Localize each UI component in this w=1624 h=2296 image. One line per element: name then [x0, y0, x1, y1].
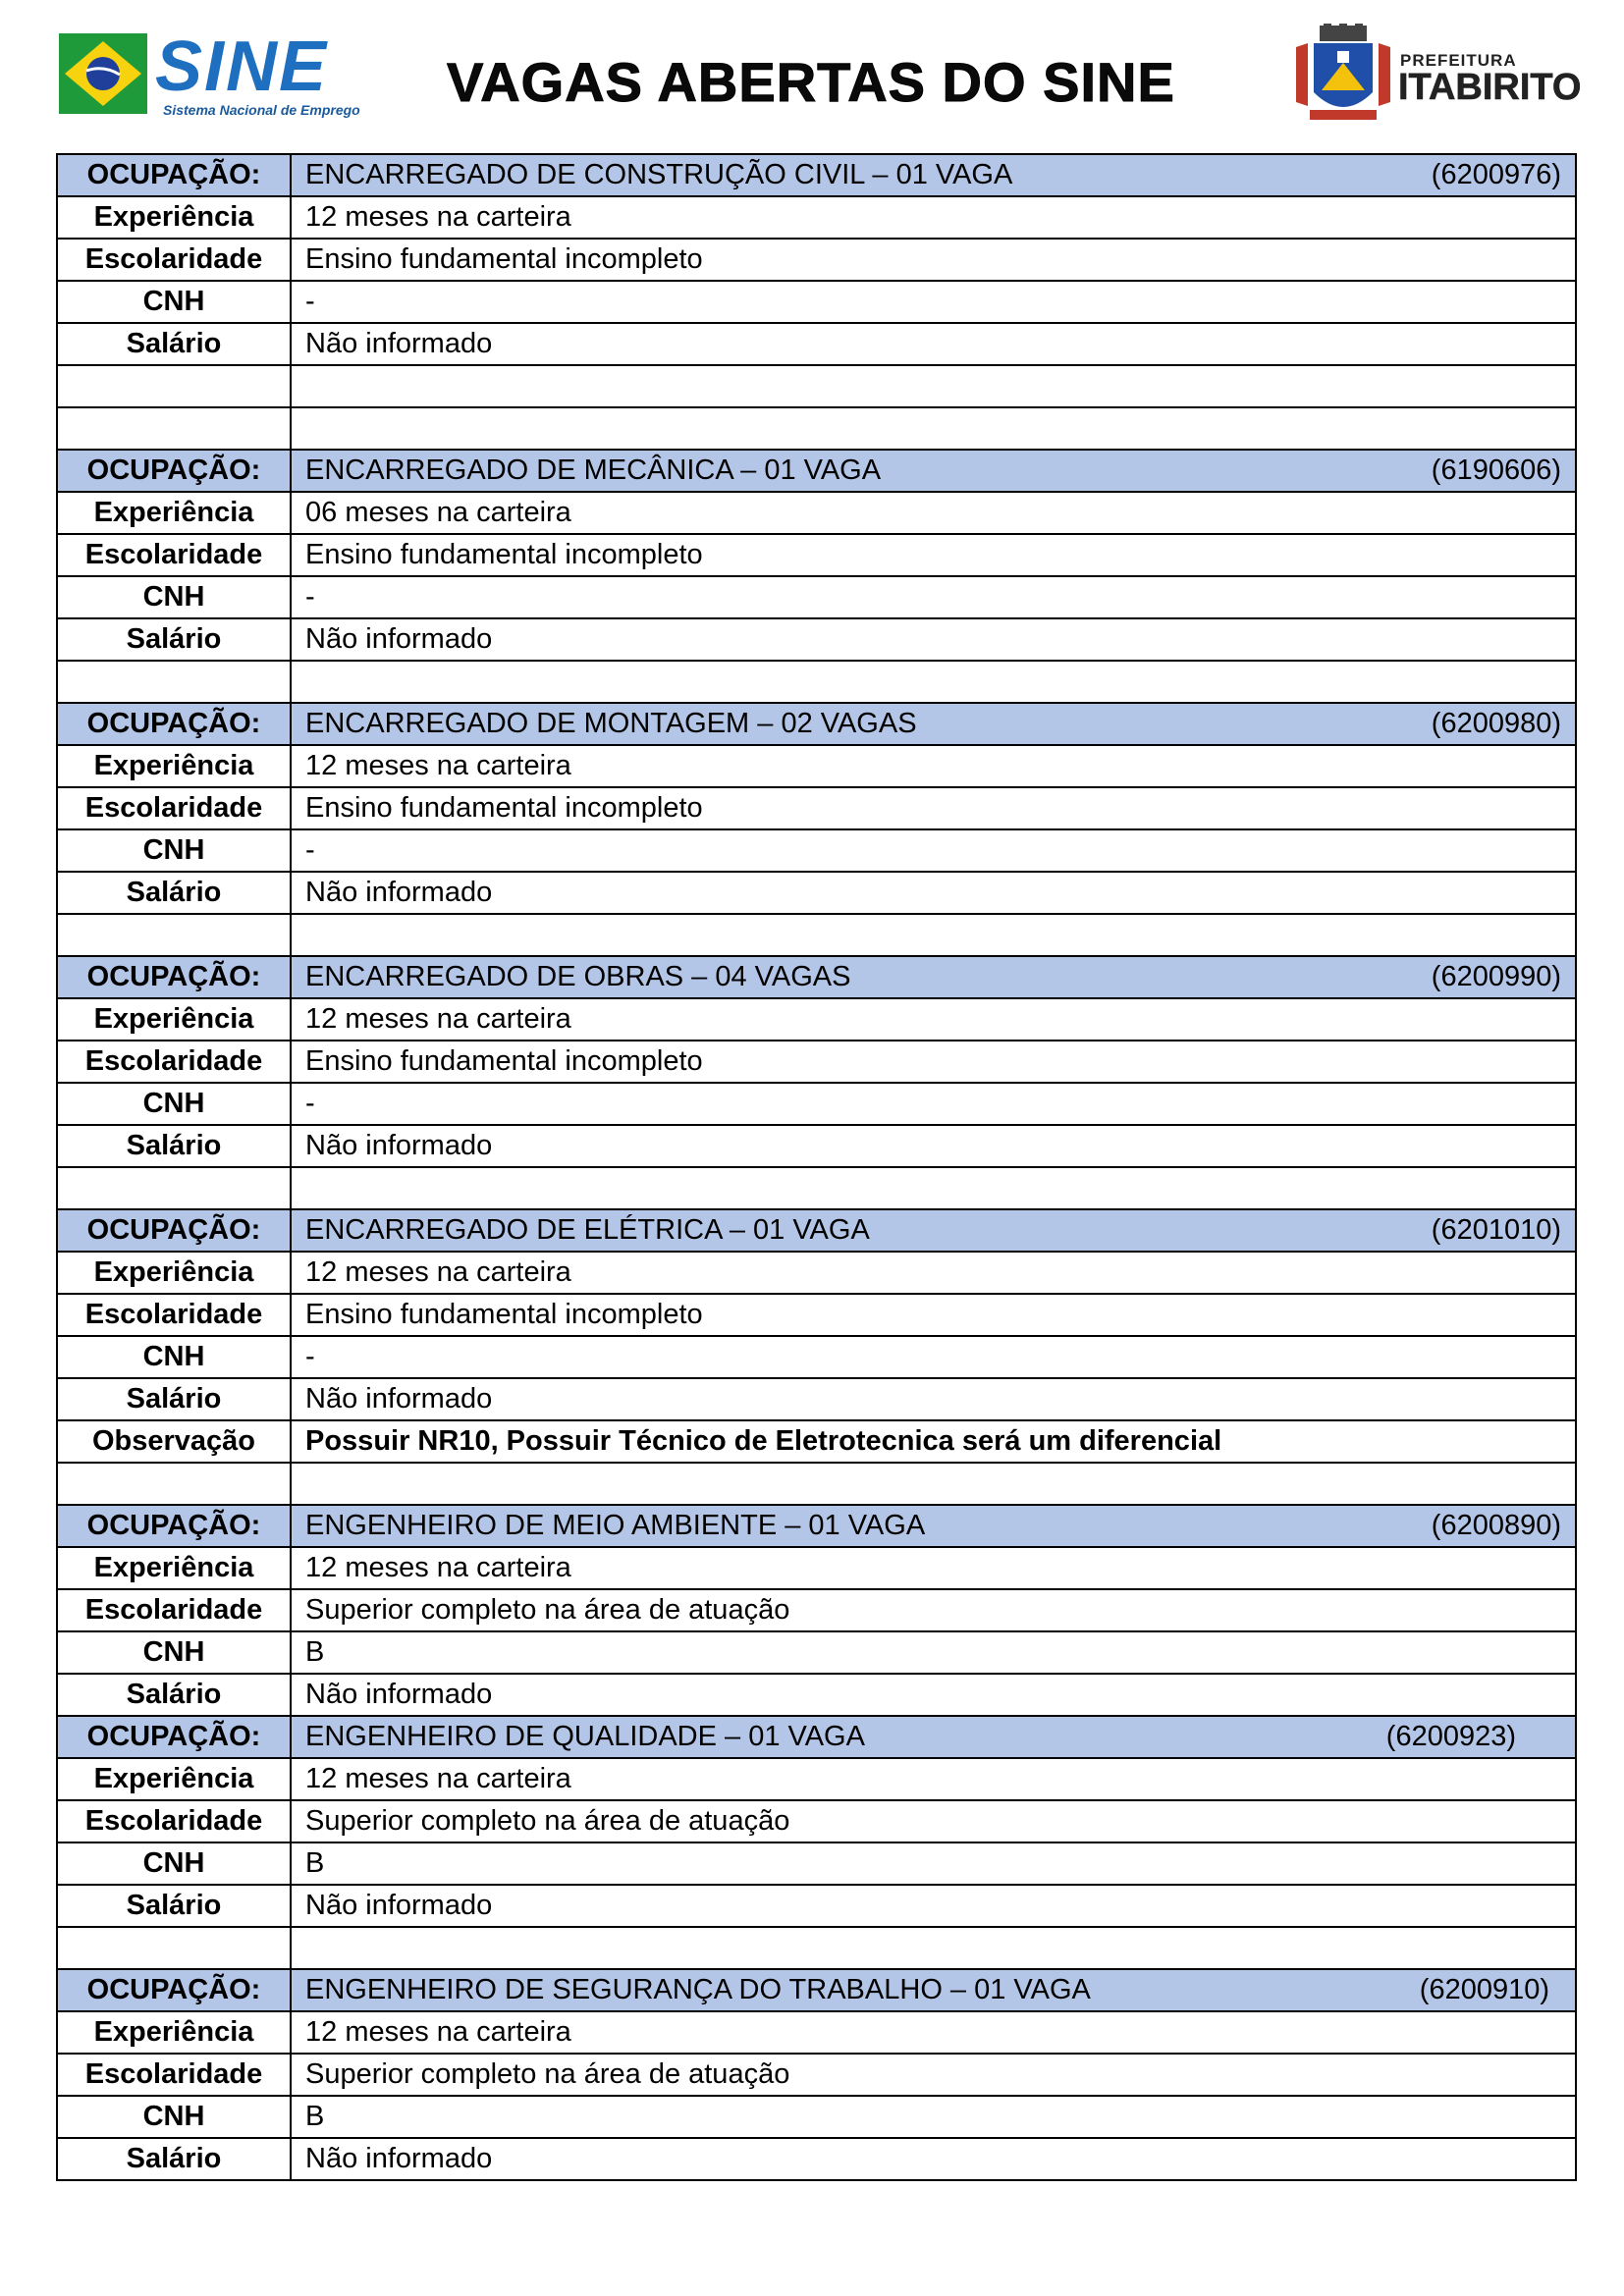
driver-license-value: - — [291, 1336, 1576, 1378]
salary-row — [57, 1378, 1576, 1420]
job-occupation-row — [57, 1716, 1576, 1758]
occupation-label: OCUPAÇÃO: — [57, 450, 291, 492]
experience-label: Experiência — [57, 2011, 291, 2054]
occupation-label: OCUPAÇÃO: — [57, 154, 291, 196]
spacer-row — [57, 661, 1576, 703]
spacer-cell — [291, 365, 1576, 407]
salary-row — [57, 1885, 1576, 1927]
driver-license-row — [57, 2096, 1576, 2138]
experience-label: Experiência — [57, 998, 291, 1041]
salary-value: Não informado — [291, 618, 1576, 661]
occupation-value — [291, 1716, 1576, 1758]
driver-license-label: CNH — [57, 1336, 291, 1378]
salary-row — [57, 618, 1576, 661]
education-value: Ensino fundamental incompleto — [291, 1294, 1576, 1336]
experience-row — [57, 2011, 1576, 2054]
prefeitura-label: PREFEITURA — [1400, 51, 1517, 70]
occupation-value — [291, 450, 1576, 492]
experience-row — [57, 1252, 1576, 1294]
occupation-label: OCUPAÇÃO: — [57, 703, 291, 745]
education-row — [57, 1294, 1576, 1336]
occupation-value — [291, 154, 1576, 196]
salary-value: Não informado — [291, 872, 1576, 914]
occupation-label: OCUPAÇÃO: — [57, 956, 291, 998]
experience-row — [57, 492, 1576, 534]
job-code: (6200910) — [1419, 1974, 1549, 2005]
driver-license-label: CNH — [57, 829, 291, 872]
salary-value: Não informado — [291, 1125, 1576, 1167]
salary-row — [57, 1125, 1576, 1167]
experience-label: Experiência — [57, 745, 291, 787]
driver-license-value: B — [291, 1842, 1576, 1885]
spacer-cell — [57, 365, 291, 407]
occupation-value — [291, 1209, 1576, 1252]
experience-row — [57, 196, 1576, 239]
salary-value: Não informado — [291, 1674, 1576, 1716]
observation-label: Observação — [57, 1420, 291, 1463]
salary-label: Salário — [57, 1125, 291, 1167]
driver-license-label: CNH — [57, 2096, 291, 2138]
spacer-cell — [57, 407, 291, 450]
education-row — [57, 534, 1576, 576]
salary-label: Salário — [57, 618, 291, 661]
spacer-cell — [291, 661, 1576, 703]
driver-license-value: B — [291, 1631, 1576, 1674]
driver-license-label: CNH — [57, 1842, 291, 1885]
education-label: Escolaridade — [57, 1800, 291, 1842]
education-label: Escolaridade — [57, 534, 291, 576]
salary-value: Não informado — [291, 2138, 1576, 2180]
occupation-value — [291, 956, 1576, 998]
education-label: Escolaridade — [57, 239, 291, 281]
spacer-row — [57, 1463, 1576, 1505]
job-code: (6200990) — [1431, 961, 1561, 992]
driver-license-value: B — [291, 2096, 1576, 2138]
education-row — [57, 1800, 1576, 1842]
job-title: ENCARREGADO DE OBRAS – 04 VAGAS — [305, 961, 851, 992]
salary-label: Salário — [57, 1885, 291, 1927]
job-code: (6200980) — [1431, 708, 1561, 739]
education-value: Ensino fundamental incompleto — [291, 787, 1576, 829]
job-title: ENCARREGADO DE MONTAGEM – 02 VAGAS — [305, 708, 917, 739]
observation-row — [57, 1420, 1576, 1463]
spacer-cell — [291, 407, 1576, 450]
driver-license-label: CNH — [57, 1631, 291, 1674]
spacer-row — [57, 914, 1576, 956]
job-code: (6200890) — [1431, 1510, 1561, 1541]
experience-row — [57, 745, 1576, 787]
salary-label: Salário — [57, 323, 291, 365]
occupation-value — [291, 1969, 1576, 2011]
spacer-cell — [57, 1927, 291, 1969]
spacer-cell — [291, 914, 1576, 956]
education-value: Superior completo na área de atuação — [291, 1800, 1576, 1842]
job-occupation-row — [57, 1505, 1576, 1547]
spacer-cell — [57, 914, 291, 956]
job-code: (6190606) — [1431, 454, 1561, 486]
job-title: ENCARREGADO DE CONSTRUÇÃO CIVIL – 01 VAGA — [305, 159, 1013, 190]
salary-row — [57, 872, 1576, 914]
experience-label: Experiência — [57, 1252, 291, 1294]
occupation-label: OCUPAÇÃO: — [57, 1716, 291, 1758]
education-label: Escolaridade — [57, 2054, 291, 2096]
education-row — [57, 787, 1576, 829]
city-crest-icon — [1294, 24, 1392, 126]
experience-value: 12 meses na carteira — [291, 1758, 1576, 1800]
experience-value: 12 meses na carteira — [291, 2011, 1576, 2054]
driver-license-row — [57, 829, 1576, 872]
salary-value: Não informado — [291, 1885, 1576, 1927]
page-title: VAGAS ABERTAS DO SINE — [447, 51, 1175, 113]
education-value: Ensino fundamental incompleto — [291, 239, 1576, 281]
experience-value: 12 meses na carteira — [291, 998, 1576, 1041]
job-occupation-row — [57, 956, 1576, 998]
driver-license-value: - — [291, 1083, 1576, 1125]
occupation-label: OCUPAÇÃO: — [57, 1209, 291, 1252]
experience-label: Experiência — [57, 492, 291, 534]
experience-value: 12 meses na carteira — [291, 1252, 1576, 1294]
spacer-cell — [291, 1167, 1576, 1209]
salary-label: Salário — [57, 2138, 291, 2180]
experience-value: 12 meses na carteira — [291, 1547, 1576, 1589]
spacer-row — [57, 407, 1576, 450]
education-label: Escolaridade — [57, 1294, 291, 1336]
sine-logo — [59, 27, 360, 122]
education-value: Superior completo na área de atuação — [291, 1589, 1576, 1631]
salary-value: Não informado — [291, 323, 1576, 365]
spacer-cell — [57, 1167, 291, 1209]
education-row — [57, 239, 1576, 281]
salary-value: Não informado — [291, 1378, 1576, 1420]
salary-label: Salário — [57, 1674, 291, 1716]
job-title: ENGENHEIRO DE MEIO AMBIENTE – 01 VAGA — [305, 1510, 926, 1541]
driver-license-value: - — [291, 829, 1576, 872]
job-title: ENCARREGADO DE MECÂNICA – 01 VAGA — [305, 454, 882, 486]
education-label: Escolaridade — [57, 1041, 291, 1083]
driver-license-value: - — [291, 576, 1576, 618]
driver-license-value: - — [291, 281, 1576, 323]
occupation-label: OCUPAÇÃO: — [57, 1969, 291, 2011]
job-code: (6201010) — [1431, 1214, 1561, 1246]
salary-row — [57, 1674, 1576, 1716]
experience-value: 12 meses na carteira — [291, 196, 1576, 239]
job-occupation-row — [57, 450, 1576, 492]
spacer-cell — [57, 661, 291, 703]
job-occupation-row — [57, 154, 1576, 196]
job-occupation-row — [57, 1969, 1576, 2011]
driver-license-label: CNH — [57, 1083, 291, 1125]
occupation-value — [291, 703, 1576, 745]
job-occupation-row — [57, 1209, 1576, 1252]
experience-label: Experiência — [57, 196, 291, 239]
education-row — [57, 1589, 1576, 1631]
education-label: Escolaridade — [57, 787, 291, 829]
prefeitura-logo — [1294, 24, 1582, 126]
education-label: Escolaridade — [57, 1589, 291, 1631]
job-code: (6200923) — [1385, 1721, 1516, 1752]
education-value: Superior completo na área de atuação — [291, 2054, 1576, 2096]
experience-row — [57, 1758, 1576, 1800]
spacer-row — [57, 365, 1576, 407]
spacer-cell — [291, 1463, 1576, 1505]
education-value: Ensino fundamental incompleto — [291, 1041, 1576, 1083]
job-occupation-row — [57, 703, 1576, 745]
job-listings-table — [56, 153, 1577, 2181]
experience-label: Experiência — [57, 1547, 291, 1589]
driver-license-row — [57, 576, 1576, 618]
city-name: ITABIRITO — [1398, 67, 1582, 108]
sine-flag-icon — [59, 33, 147, 114]
driver-license-row — [57, 1842, 1576, 1885]
salary-label: Salário — [57, 1378, 291, 1420]
sine-brand-text: SINE — [155, 27, 329, 106]
experience-label: Experiência — [57, 1758, 291, 1800]
education-row — [57, 2054, 1576, 2096]
driver-license-row — [57, 281, 1576, 323]
driver-license-row — [57, 1336, 1576, 1378]
spacer-row — [57, 1167, 1576, 1209]
experience-value: 12 meses na carteira — [291, 745, 1576, 787]
driver-license-label: CNH — [57, 281, 291, 323]
experience-row — [57, 998, 1576, 1041]
spacer-row — [57, 1927, 1576, 1969]
salary-row — [57, 323, 1576, 365]
observation-value: Possuir NR10, Possuir Técnico de Eletrotecnica será um diferencial — [291, 1420, 1576, 1463]
salary-row — [57, 2138, 1576, 2180]
job-title: ENCARREGADO DE ELÉTRICA – 01 VAGA — [305, 1214, 870, 1246]
driver-license-row — [57, 1083, 1576, 1125]
spacer-cell — [291, 1927, 1576, 1969]
sine-subtitle: Sistema Nacional de Emprego — [163, 102, 360, 118]
salary-label: Salário — [57, 872, 291, 914]
occupation-value — [291, 1505, 1576, 1547]
education-value: Ensino fundamental incompleto — [291, 534, 1576, 576]
experience-row — [57, 1547, 1576, 1589]
page-header — [0, 0, 1624, 147]
job-title: ENGENHEIRO DE SEGURANÇA DO TRABALHO – 01 VAGA — [305, 1974, 1091, 2005]
driver-license-label: CNH — [57, 576, 291, 618]
driver-license-row — [57, 1631, 1576, 1674]
experience-value: 06 meses na carteira — [291, 492, 1576, 534]
occupation-label: OCUPAÇÃO: — [57, 1505, 291, 1547]
education-row — [57, 1041, 1576, 1083]
spacer-cell — [57, 1463, 291, 1505]
job-title: ENGENHEIRO DE QUALIDADE – 01 VAGA — [305, 1721, 865, 1752]
job-code: (6200976) — [1431, 159, 1561, 190]
